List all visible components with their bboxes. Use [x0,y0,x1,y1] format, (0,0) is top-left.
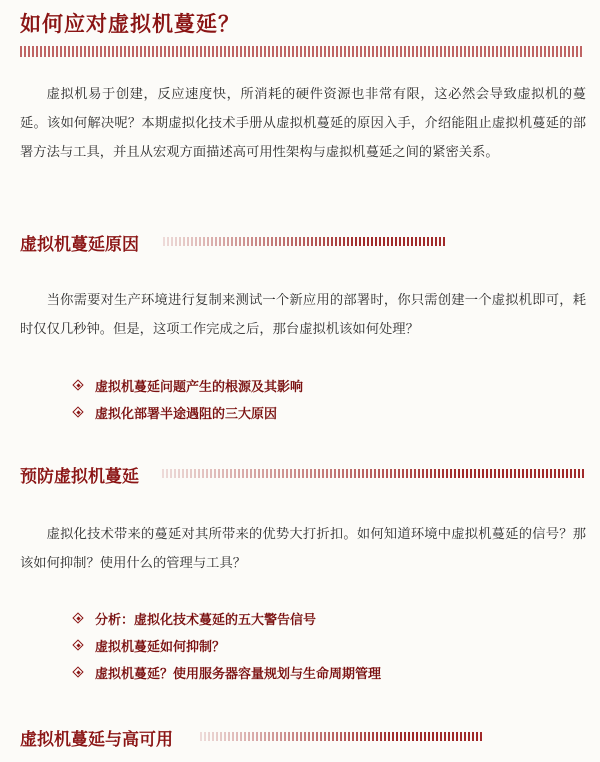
title-divider [20,46,584,57]
link-prevention-2[interactable]: 虚拟机蔓延如何抑制？ [95,640,226,655]
list-item [72,632,381,659]
section-divider-high-availability [200,732,482,741]
link-prevention-3[interactable]: 虚拟机蔓延？使用服务器容量规划与生命周期管理 [95,667,382,682]
intro-paragraph: 虚拟机易于创建，反应速度快，所消耗的硬件资源也非常有限，这必然会导致虚拟机的蔓延。该如何解决呢？本期虚拟化技术手册从虚拟机蔓延的原因入手，介绍能阻止虚拟机蔓延的部署方法与工具，并且从宏观方面描述高可用性架构与虚拟机蔓延之间的紧密关系。 [20,87,586,160]
diamond-bullet-icon [72,639,85,652]
list-item [72,399,303,426]
link-list-causes [72,372,303,426]
section-heading-high-availability: 虚拟机蔓延与高可用 [20,730,173,750]
section-divider-prevention [162,469,585,478]
list-item [72,605,381,632]
diamond-bullet-icon [72,379,85,392]
section-paragraph-causes: 当你需要对生产环境进行复制来测试一个新应用的部署时，你只需创建一个虚拟机即可，耗时仅仅几秒钟。但是，这项工作完成之后，那台虚拟机该如何处理？ [20,293,586,337]
link-causes-1[interactable]: 虚拟机蔓延问题产生的根源及其影响 [95,380,304,395]
link-causes-2[interactable]: 虚拟化部署半途遇阻的三大原因 [95,407,278,422]
section-divider-causes [163,237,445,246]
section-heading-causes: 虚拟机蔓延原因 [20,235,139,255]
list-item [72,659,381,686]
diamond-bullet-icon [72,612,85,625]
section-heading-prevention: 预防虚拟机蔓延 [20,467,139,487]
section-paragraph-prevention: 虚拟化技术带来的蔓延对其所带来的优势大打折扣。如何知道环境中虚拟机蔓延的信号？那该如何抑制？使用什么的管理与工具？ [20,527,586,571]
link-list-prevention [72,605,381,686]
list-item [72,372,303,399]
diamond-bullet-icon [72,666,85,679]
page-title: 如何应对虚拟机蔓延？ [20,12,240,36]
diamond-bullet-icon [72,406,85,419]
link-prevention-1[interactable]: 分析：虚拟化技术蔓延的五大警告信号 [95,613,317,628]
